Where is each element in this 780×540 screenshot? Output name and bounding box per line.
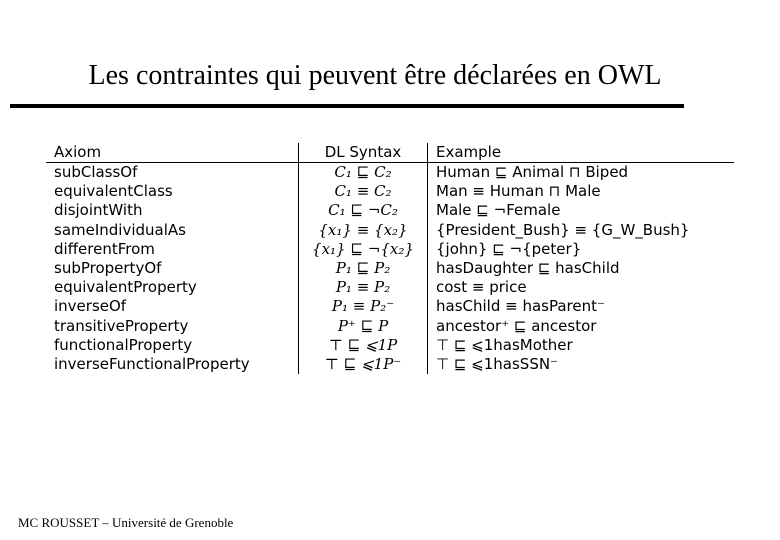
axiom-cell: inverseOf bbox=[54, 297, 127, 316]
dl-syntax-cell: P₁ ≡ P₂ bbox=[298, 278, 427, 297]
axiom-cell: sameIndividualAs bbox=[54, 220, 186, 239]
axiom-cell: differentFrom bbox=[54, 239, 155, 258]
example-cell: Man ≡ Human ⊓ Male bbox=[427, 182, 734, 201]
dl-syntax-cell: {x₁} ⊑ ¬{x₂} bbox=[298, 240, 427, 259]
dl-syntax-cell: ⊤ ⊑ ⩽1P⁻ bbox=[298, 355, 427, 374]
dl-syntax-cell: C₁ ≡ C₂ bbox=[298, 182, 427, 201]
table-row bbox=[46, 355, 734, 374]
table-row bbox=[46, 317, 734, 336]
example-cell: ⊤ ⊑ ⩽1hasMother bbox=[427, 336, 734, 355]
table-row bbox=[46, 278, 734, 297]
dl-syntax-cell: P₁ ≡ P₂⁻ bbox=[298, 297, 427, 316]
table-row bbox=[46, 221, 734, 240]
table-row bbox=[46, 336, 734, 355]
owl-axioms-table bbox=[46, 143, 734, 374]
axiom-cell: disjointWith bbox=[54, 201, 143, 220]
table-row bbox=[46, 182, 734, 201]
axiom-cell: inverseFunctionalProperty bbox=[54, 354, 250, 373]
axiom-cell: equivalentClass bbox=[54, 182, 173, 201]
table-row bbox=[46, 259, 734, 278]
header-example: Example bbox=[427, 143, 734, 162]
example-cell: Male ⊑ ¬Female bbox=[427, 201, 734, 220]
slide-title: Les contraintes qui peuvent être déclarées en OWL bbox=[88, 60, 662, 91]
dl-syntax-cell: P₁ ⊑ P₂ bbox=[298, 259, 427, 278]
axiom-cell: subClassOf bbox=[54, 163, 138, 181]
dl-syntax-cell: ⊤ ⊑ ⩽1P bbox=[298, 336, 427, 355]
table-row bbox=[46, 201, 734, 220]
axiom-cell: subPropertyOf bbox=[54, 258, 162, 277]
example-cell: ancestor⁺ ⊑ ancestor bbox=[427, 317, 734, 336]
header-dl-syntax: DL Syntax bbox=[298, 143, 427, 162]
dl-syntax-cell: C₁ ⊑ C₂ bbox=[298, 163, 427, 182]
table-header-row bbox=[46, 143, 734, 163]
axiom-cell: equivalentProperty bbox=[54, 278, 197, 297]
dl-syntax-cell: {x₁} ≡ {x₂} bbox=[298, 221, 427, 240]
example-cell: cost ≡ price bbox=[427, 278, 734, 297]
example-cell: ⊤ ⊑ ⩽1hasSSN⁻ bbox=[427, 355, 734, 374]
example-cell: hasDaughter ⊑ hasChild bbox=[427, 259, 734, 278]
example-cell: {President_Bush} ≡ {G_W_Bush} bbox=[427, 221, 734, 240]
example-cell: hasChild ≡ hasParent⁻ bbox=[427, 297, 734, 316]
title-underline bbox=[10, 104, 684, 108]
example-cell: {john} ⊑ ¬{peter} bbox=[427, 240, 734, 259]
example-cell: Human ⊑ Animal ⊓ Biped bbox=[427, 163, 734, 182]
table-row bbox=[46, 163, 734, 182]
table-row bbox=[46, 297, 734, 316]
table-row bbox=[46, 240, 734, 259]
axiom-cell: transitiveProperty bbox=[54, 316, 189, 335]
dl-syntax-cell: C₁ ⊑ ¬C₂ bbox=[298, 201, 427, 220]
dl-syntax-cell: P⁺ ⊑ P bbox=[298, 317, 427, 336]
axiom-cell: functionalProperty bbox=[54, 335, 193, 354]
header-axiom: Axiom bbox=[54, 143, 102, 161]
footer-credit: MC ROUSSET – Université de Grenoble bbox=[18, 515, 234, 530]
